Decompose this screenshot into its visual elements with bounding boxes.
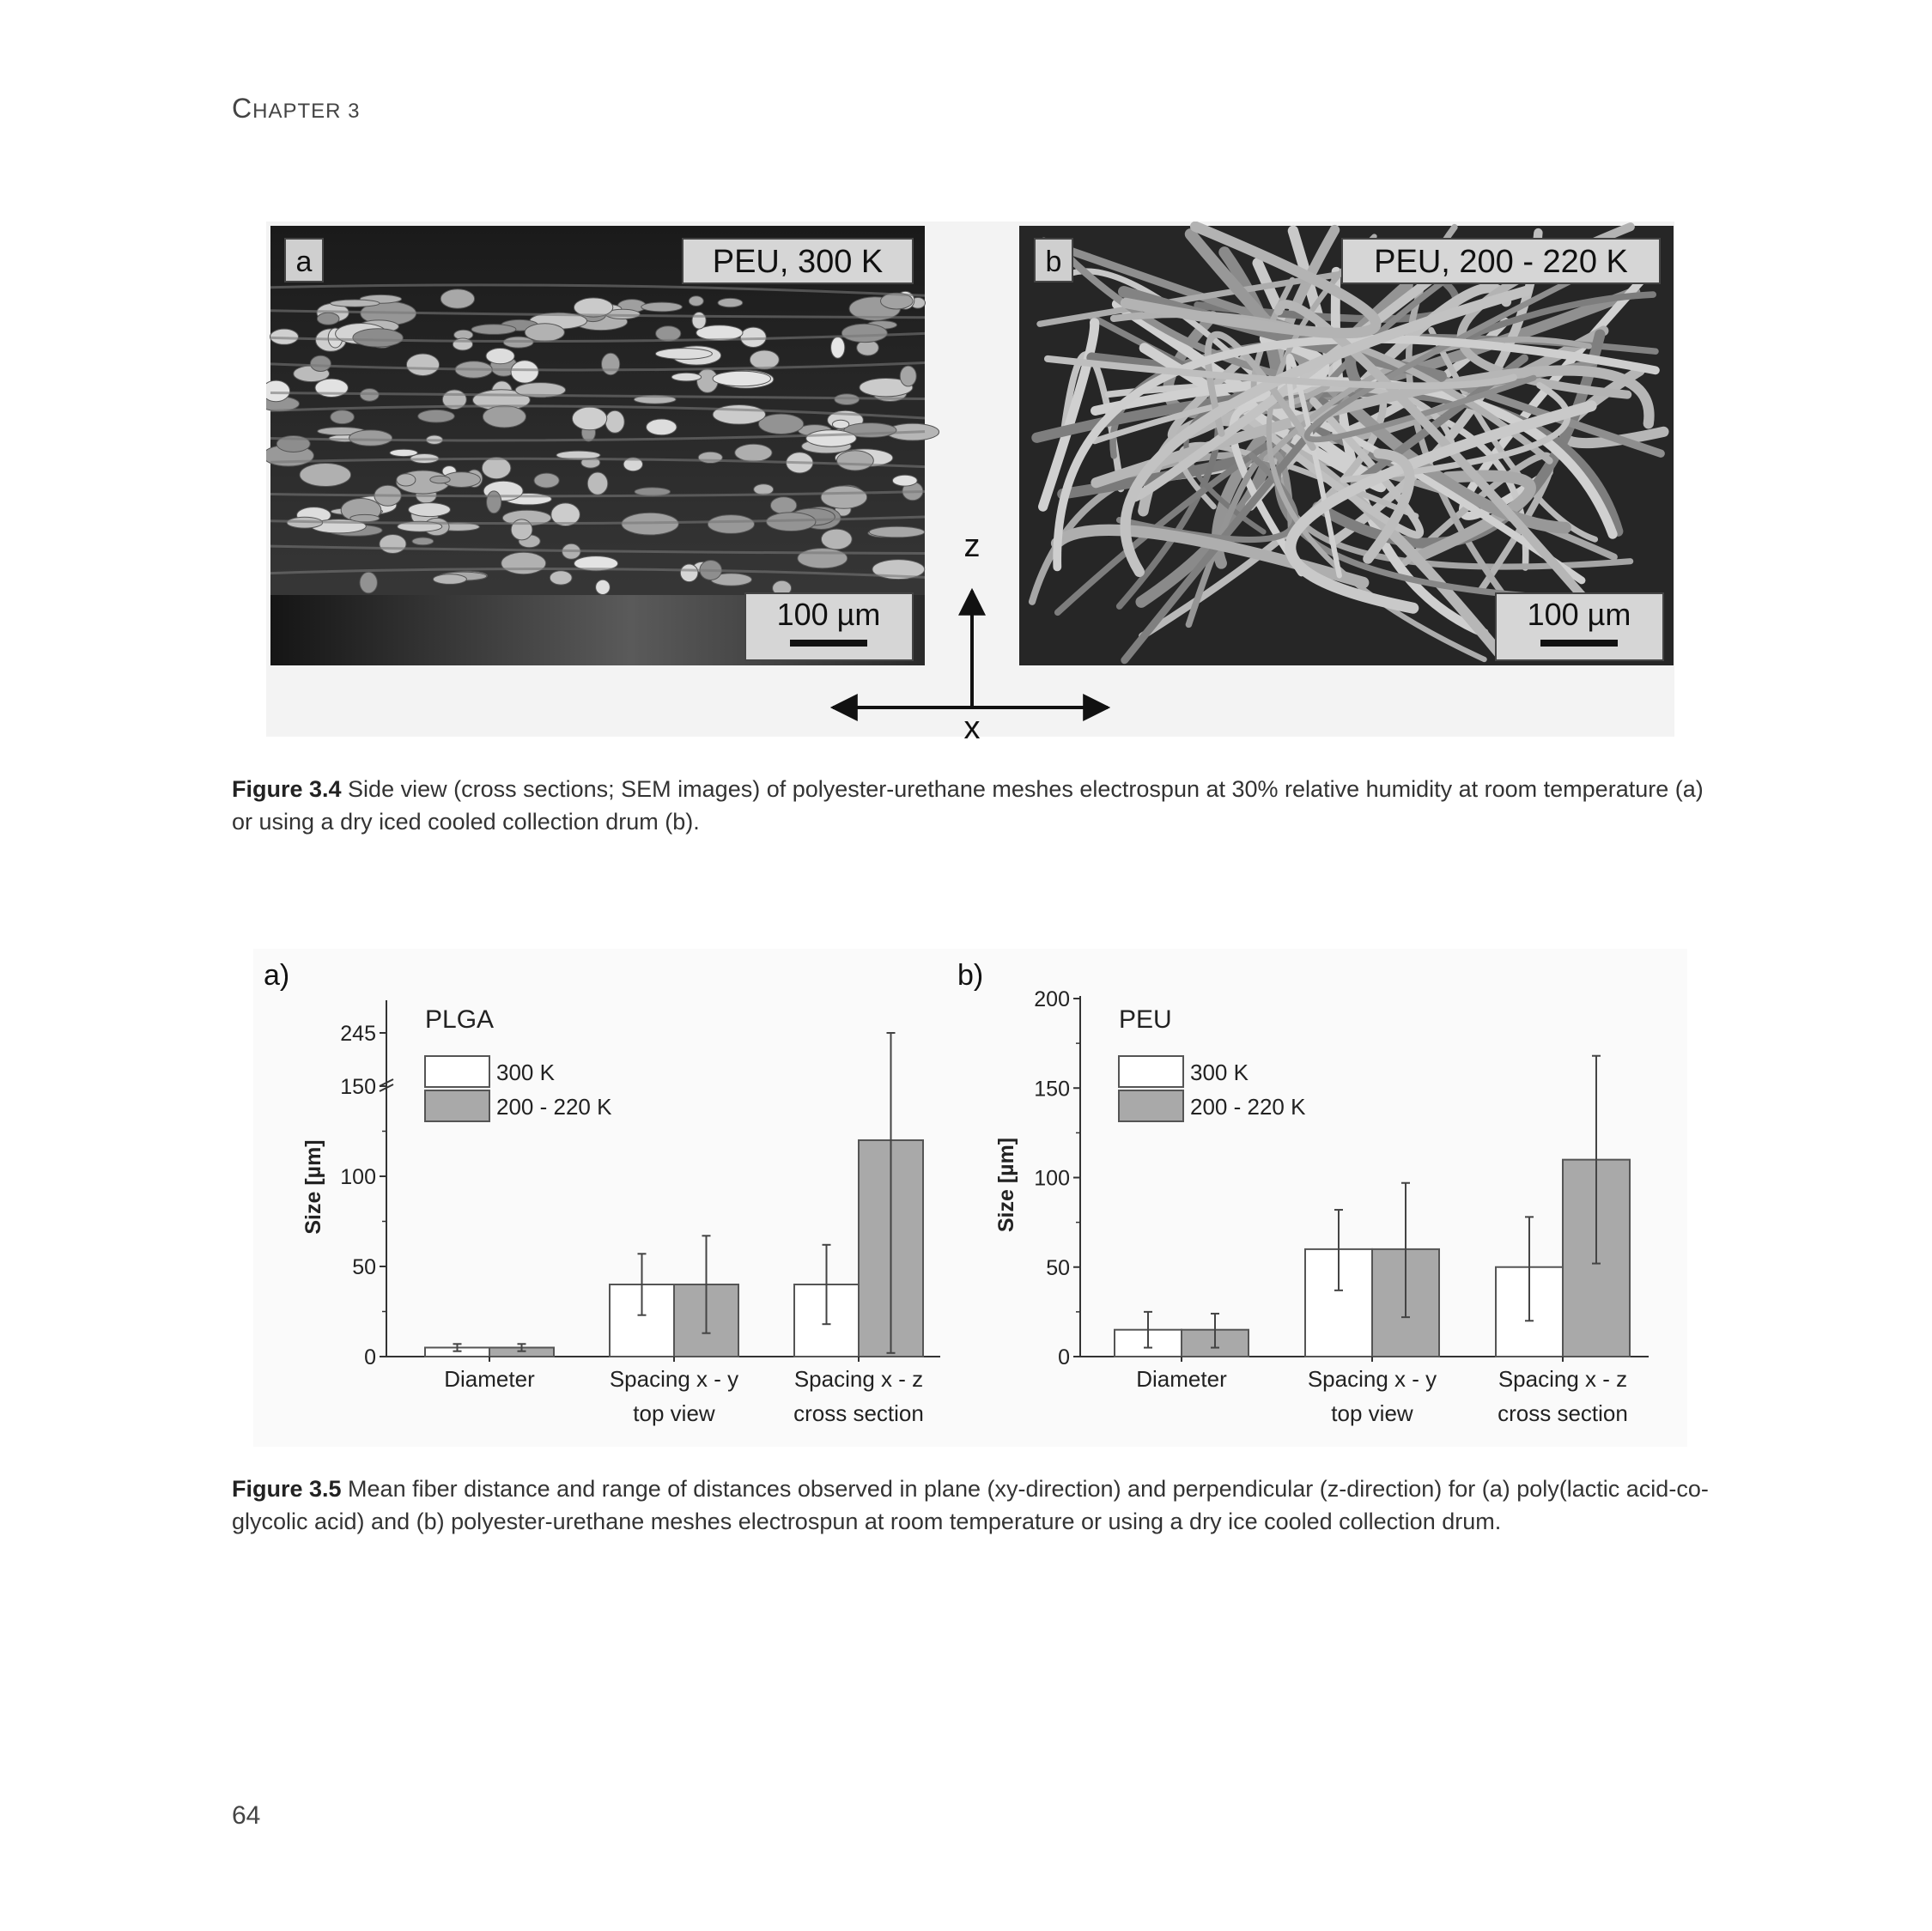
y-tick-label: 100	[1034, 1166, 1070, 1191]
x-tick-label: Spacing x - z	[1498, 1366, 1628, 1392]
fiber-section	[770, 497, 796, 514]
fiber-section	[841, 324, 887, 342]
figure-3-4-caption	[232, 773, 1717, 838]
panel-a-letter: a	[295, 246, 313, 278]
x-tick-label: Spacing x - y	[609, 1366, 739, 1392]
fiber-section	[380, 535, 406, 554]
figure-3-5-caption-text: Mean fiber distance and range of distances observed in plane (xy-direction) and perpendicular (z-direction) for (a) poly(lactic acid-co-glycolic acid) and (b) polyester-urethane meshes electrospun at room temperature or using a dry ice cooled collection drum.	[232, 1476, 1709, 1534]
legend-swatch	[1119, 1056, 1183, 1087]
fiber-section	[525, 324, 564, 342]
fiber-section	[550, 571, 572, 585]
chart-title: PEU	[1119, 1005, 1172, 1034]
fiber-section	[486, 349, 514, 364]
fiber-section	[892, 475, 917, 486]
legend-label: 300 K	[1190, 1060, 1249, 1085]
fiber-section	[692, 313, 706, 330]
fiber-section	[735, 444, 772, 461]
fiber-section	[511, 361, 538, 383]
fiber-section	[900, 366, 916, 386]
figure-3-4-caption-text: Side view (cross sections; SEM images) of polyester-urethane meshes electrospun at 30% relative humidity at room temperature (a) or using a dry iced cooled collection drum (b).	[232, 776, 1704, 835]
figure-3-5-caption-label: Figure 3.5	[232, 1476, 342, 1502]
fiber-section	[482, 458, 511, 479]
scalebar-b	[1540, 640, 1618, 647]
fiber-section	[360, 572, 377, 593]
fiber-section	[390, 449, 417, 456]
figure-3-5	[253, 949, 1687, 1447]
fiber-section	[266, 380, 290, 402]
panel-letter: b)	[957, 959, 984, 992]
fiber-section	[647, 419, 677, 435]
chapter-header	[232, 93, 360, 124]
fiber-section	[740, 327, 766, 347]
x-tick-label: Spacing x - y	[1307, 1366, 1437, 1392]
fiber-section	[821, 529, 852, 550]
legend-label: 200 - 220 K	[496, 1094, 612, 1120]
x-tick-label: top view	[1331, 1400, 1413, 1426]
fiber-section	[602, 353, 620, 374]
x-axis-label: x	[963, 710, 981, 745]
legend-label: 200 - 220 K	[1190, 1094, 1306, 1120]
fiber-section	[587, 472, 608, 495]
fiber-section	[300, 464, 351, 487]
fiber-section	[433, 574, 466, 585]
figure-3-4	[266, 222, 1674, 745]
fiber-section	[869, 526, 924, 537]
panel-letter: a)	[264, 959, 290, 992]
y-tick-label: 245	[340, 1022, 376, 1046]
fiber-section	[831, 337, 845, 358]
fiber-section	[798, 549, 848, 568]
fiber-section	[440, 289, 474, 308]
sem-image-b	[1019, 226, 1674, 665]
x-tick-label: top view	[633, 1400, 715, 1426]
legend-label: 300 K	[496, 1060, 555, 1085]
fiber-section	[821, 486, 867, 508]
fiber-section	[572, 407, 606, 430]
fiber-section	[409, 503, 451, 517]
y-axis-label: Size [µm]	[994, 1137, 1018, 1233]
y-tick-label: 50	[352, 1255, 376, 1279]
fiber-section	[641, 302, 683, 312]
fiber-section	[471, 325, 516, 335]
y-tick-label: 150	[1034, 1077, 1070, 1102]
fiber-section	[487, 491, 501, 513]
fiber-section	[656, 326, 681, 341]
fiber-section	[758, 414, 803, 434]
fiber-section	[655, 349, 712, 360]
y-tick-label: 0	[1058, 1345, 1070, 1369]
fiber-section	[806, 430, 857, 446]
scalebar-a-label: 100 µm	[776, 597, 881, 632]
x-tick-label: Diameter	[1136, 1366, 1227, 1392]
scalebar-a	[790, 640, 867, 647]
fiber-section	[350, 514, 380, 521]
panel-b-letter: b	[1045, 246, 1062, 278]
fiber-section	[483, 406, 526, 428]
legend-swatch	[425, 1090, 489, 1121]
fiber-section	[708, 515, 754, 534]
fiber-section	[718, 298, 743, 307]
fiber-section	[331, 410, 355, 424]
fiber-section	[713, 371, 770, 386]
fiber-section	[750, 350, 779, 369]
chapter-header-first: C	[232, 93, 253, 124]
y-tick-label: 0	[364, 1345, 376, 1369]
fiber-section	[689, 296, 703, 307]
x-tick-label: cross section	[793, 1400, 924, 1426]
fiber-section	[418, 410, 455, 422]
fiber-section	[331, 300, 380, 307]
fiber-section	[310, 355, 331, 371]
fiber-section	[754, 484, 774, 495]
y-tick-label: 150	[340, 1075, 376, 1099]
x-tick-label: cross section	[1498, 1400, 1628, 1426]
x-tick-label: Diameter	[444, 1366, 535, 1392]
fiber-section	[317, 313, 339, 325]
figure-3-5-caption	[232, 1473, 1717, 1538]
fiber-section	[837, 451, 874, 471]
fiber-section	[605, 410, 624, 433]
fiber-section	[397, 474, 416, 486]
fiber-section	[349, 430, 392, 446]
panel-a-label: PEU, 300 K	[712, 244, 884, 280]
y-tick-label: 200	[1034, 987, 1070, 1011]
legend-swatch	[1119, 1090, 1183, 1121]
fiber-section	[680, 564, 698, 582]
legend-swatch	[425, 1056, 489, 1087]
chapter-header-rest: HAPTER 3	[252, 100, 361, 123]
fiber-section	[713, 405, 765, 425]
fiber-section	[501, 552, 546, 574]
scalebar-b-label: 100 µm	[1527, 597, 1631, 632]
fiber-section	[430, 476, 450, 483]
page-number: 64	[232, 1801, 261, 1830]
panel-b-label: PEU, 200 - 220 K	[1374, 244, 1628, 280]
fiber-section	[671, 373, 702, 381]
y-tick-label: 50	[1046, 1255, 1070, 1280]
y-axis-label: Size [µm]	[301, 1139, 325, 1235]
chart-title: PLGA	[425, 1005, 495, 1034]
sem-image-a	[266, 226, 939, 665]
x-tick-label: Spacing x - z	[793, 1366, 924, 1392]
fiber-section	[412, 537, 434, 545]
fiber-section	[832, 420, 848, 428]
fiber-section	[534, 473, 559, 488]
fiber-section	[406, 354, 439, 376]
y-tick-label: 100	[340, 1165, 376, 1189]
z-axis-label: z	[963, 528, 981, 564]
figure-3-4-caption-label: Figure 3.4	[232, 776, 342, 802]
fiber-section	[596, 580, 611, 594]
fiber-section	[353, 329, 403, 347]
